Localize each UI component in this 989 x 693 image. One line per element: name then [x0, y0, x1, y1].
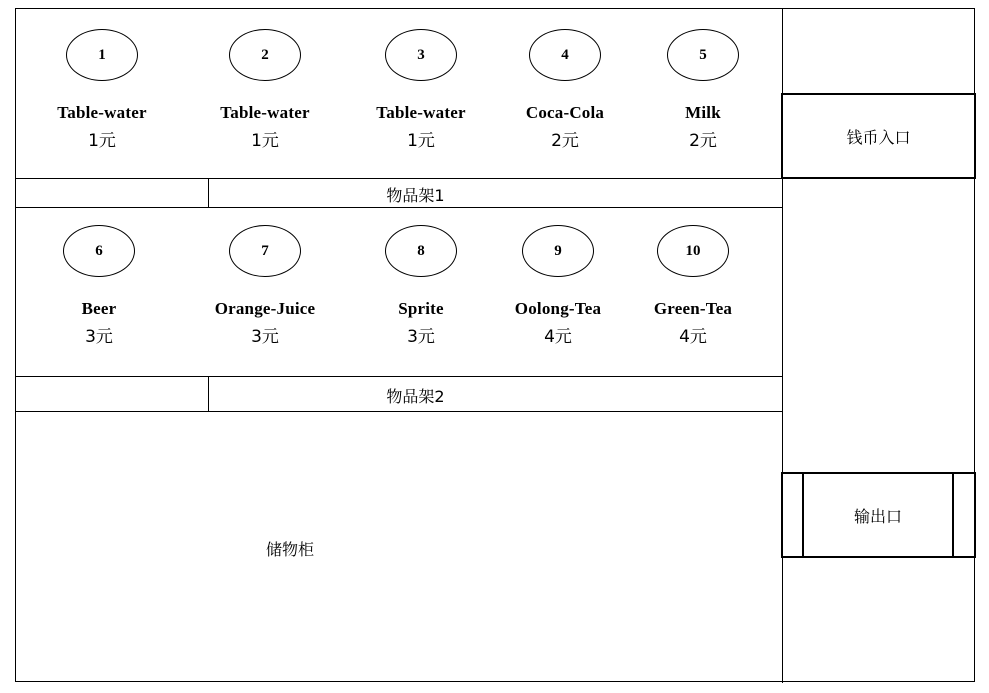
product-name: Beer: [81, 299, 117, 318]
product-price: 2元: [689, 131, 717, 151]
product-name: Table-water: [376, 103, 466, 122]
output-slot-label: 输出口: [853, 507, 902, 526]
product-price: 2元: [551, 131, 579, 151]
product-price: 1元: [251, 131, 279, 151]
product-slot-8[interactable]: [346, 225, 496, 347]
product-slot-9[interactable]: [483, 225, 633, 347]
slot-number-badge: 2: [229, 29, 301, 81]
product-name: Sprite: [398, 299, 444, 318]
slot-number-badge: 7: [229, 225, 301, 277]
product-price: 3元: [407, 327, 435, 347]
slot-number-badge: 10: [657, 225, 729, 277]
product-name: Green-Tea: [653, 299, 733, 318]
product-slot-5[interactable]: [628, 29, 778, 151]
shelf2-bottom-line: [16, 411, 782, 412]
shelf2-label: 物品架2: [386, 387, 445, 406]
output-slot-right-rail: [952, 474, 954, 556]
shelf1-top-line: [16, 178, 782, 179]
product-slot-3[interactable]: [346, 29, 496, 151]
slot-number-badge: 5: [667, 29, 739, 81]
product-name: Oolong-Tea: [514, 299, 602, 318]
product-slot-7[interactable]: [190, 225, 340, 347]
slot-number-badge: 4: [529, 29, 601, 81]
product-price: 4元: [544, 327, 572, 347]
product-slot-2[interactable]: [190, 29, 340, 151]
product-slot-6[interactable]: [24, 225, 174, 347]
product-name: Orange-Juice: [214, 299, 316, 318]
slot-number-badge: 3: [385, 29, 457, 81]
product-slot-4[interactable]: [490, 29, 640, 151]
product-name: Table-water: [220, 103, 310, 122]
shelf1-label: 物品架1: [386, 186, 445, 205]
slot-number-badge: 1: [66, 29, 138, 81]
product-name: Coca-Cola: [525, 103, 605, 122]
product-price: 1元: [88, 131, 116, 151]
slot-number-badge: 8: [385, 225, 457, 277]
product-price: 4元: [679, 327, 707, 347]
product-price: 3元: [85, 327, 113, 347]
output-slot[interactable]: [781, 472, 976, 558]
product-price: 1元: [407, 131, 435, 151]
slot-number-badge: 9: [522, 225, 594, 277]
coin-slot-label: 钱币入口: [846, 127, 911, 147]
product-slot-1[interactable]: [27, 29, 177, 151]
slot-number-badge: 6: [63, 225, 135, 277]
coin-slot[interactable]: [781, 93, 976, 179]
storage-cabinet-label: 储物柜: [266, 540, 315, 559]
shelf1-bottom-line: [16, 207, 782, 208]
product-price: 3元: [251, 327, 279, 347]
product-name: Milk: [685, 103, 721, 122]
product-name: Table-water: [57, 103, 147, 122]
shelf2-top-line: [16, 376, 782, 377]
vending-machine: [15, 8, 975, 682]
product-slot-10[interactable]: [618, 225, 768, 347]
